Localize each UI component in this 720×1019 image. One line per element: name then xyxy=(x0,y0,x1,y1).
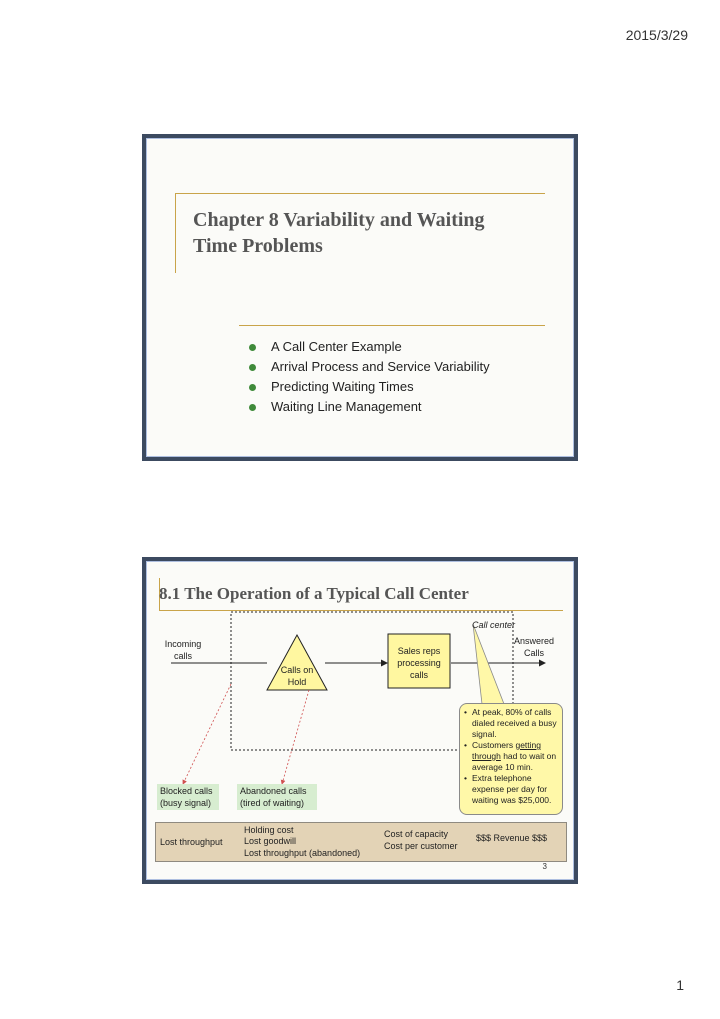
incoming-calls-label: Incoming calls xyxy=(164,639,202,661)
lost-throughput-abandoned-text: Lost throughput (abandoned) xyxy=(244,848,361,858)
slide-2-content xyxy=(146,561,574,880)
underlined-text: getting through xyxy=(472,740,541,761)
slide-number: 3 xyxy=(542,862,547,871)
bullets-rule xyxy=(239,325,545,326)
bullet-text: A Call Center Example xyxy=(271,339,402,354)
abandoned-calls-label: Abandoned calls (tired of waiting) xyxy=(237,784,317,810)
sales-reps-label: Sales reps processing calls xyxy=(397,646,441,680)
bullet-item xyxy=(249,337,490,357)
cost-bar xyxy=(155,822,567,862)
callout-item: • Customers getting through had to wait on average 10 min. xyxy=(464,740,558,773)
calls-on-hold-label: Calls on Hold xyxy=(280,665,314,687)
key-facts-callout xyxy=(459,703,563,815)
answered-calls-label: Answered Calls xyxy=(513,636,555,658)
lost-throughput-text: Lost throughput xyxy=(160,837,223,847)
slide-1-bullet-list xyxy=(249,337,490,417)
page-number: 1 xyxy=(676,977,684,993)
slide-1 xyxy=(142,134,578,461)
blocked-calls-label: Blocked calls (busy signal) xyxy=(157,784,219,810)
holding-cost-text: Holding cost xyxy=(244,825,294,835)
bullet-dot-icon xyxy=(249,344,256,351)
bullet-text: Waiting Line Management xyxy=(271,399,422,414)
bullet-dot-icon xyxy=(249,364,256,371)
slide-1-content xyxy=(146,138,574,457)
call-center-label: Call center xyxy=(471,620,515,630)
title-rule-left xyxy=(175,193,176,273)
header-date: 2015/3/29 xyxy=(625,27,688,43)
title-rule xyxy=(175,193,545,194)
bullet-dot-icon xyxy=(249,404,256,411)
slide-1-title: Chapter 8 Variability and Waiting Time Problems xyxy=(193,209,485,257)
bullet-dot-icon xyxy=(249,384,256,391)
abandoned-calls-arrow xyxy=(282,690,309,784)
callout-pointer xyxy=(473,624,504,704)
bullet-item xyxy=(249,357,490,377)
cost-of-capacity-text: Cost of capacity xyxy=(384,829,449,839)
lost-goodwill-text: Lost goodwill xyxy=(244,836,297,846)
callout-item: • Extra telephone expense per day for waiting was $25,000. xyxy=(464,773,558,806)
bullet-text: Arrival Process and Service Variability xyxy=(271,359,490,374)
slide-2 xyxy=(142,557,578,884)
blocked-calls-arrow xyxy=(183,684,231,784)
bullet-item xyxy=(249,397,490,417)
cost-per-customer-text: Cost per customer xyxy=(384,841,458,851)
bullet-text: Predicting Waiting Times xyxy=(271,379,414,394)
revenue-text: $$$ Revenue $$$ xyxy=(476,833,548,843)
bullet-item xyxy=(249,377,490,397)
callout-item: • At peak, 80% of calls dialed received a busy signal. xyxy=(464,707,558,740)
slide-2-title: 8.1 The Operation of a Typical Call Center xyxy=(159,584,469,603)
